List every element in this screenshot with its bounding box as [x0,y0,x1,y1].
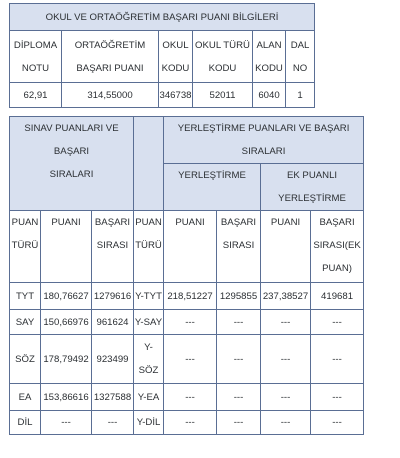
placement-score-cell: --- [164,411,217,435]
col-header-placement-type: PUAN TÜRÜ [134,211,164,283]
exam-scores-group-header: SINAV PUANLARI VE BAŞARI SIRALARI [10,117,134,211]
col-header-placement-score: PUANI [164,211,217,283]
placement-rank-cell: --- [217,335,261,384]
score-cell: 150,66976 [41,310,92,335]
score-type-cell: TYT [10,283,41,310]
bonus-rank-cell: 419681 [311,283,364,310]
table-row [10,310,364,335]
success-score-value: 314,55000 [62,83,159,108]
col-header-score-type: PUAN TÜRÜ [10,211,41,283]
empty-header-cell [134,117,164,211]
score-cell: 178,79492 [41,335,92,384]
score-cell: 180,76627 [41,283,92,310]
bonus-score-cell: --- [261,411,311,435]
header-school-type-code: OKUL TÜRÜ KODU [193,31,253,83]
placement-score-cell: --- [164,335,217,384]
diploma-value: 62,91 [10,83,62,108]
score-cell: --- [41,411,92,435]
score-cell: 153,86616 [41,384,92,411]
school-table-data-row [10,83,315,108]
placement-type-cell: Y- SÖZ [134,335,164,384]
area-code-value: 6040 [253,83,286,108]
rank-cell: 1327588 [92,384,134,411]
placement-scores-group-header: YERLEŞTİRME PUANLARI VE BAŞARI SIRALARI [164,117,364,164]
placement-rank-cell: --- [217,411,261,435]
header-branch-no: DAL NO [286,31,315,83]
score-type-cell: SAY [10,310,41,335]
score-type-cell: DİL [10,411,41,435]
col-header-bonus-score: PUANI [261,211,311,283]
rank-cell: 1279616 [92,283,134,310]
bonus-score-cell: --- [261,335,311,384]
column-header-row [10,211,364,283]
placement-score-cell: --- [164,310,217,335]
school-code-value: 346738 [159,83,193,108]
header-area-code: ALAN KODU [253,31,286,83]
col-header-bonus-rank: BAŞARI SIRASI(EK PUAN) [311,211,364,283]
placement-type-cell: Y-EA [134,384,164,411]
school-score-table [9,3,315,108]
score-type-cell: SÖZ [10,335,41,384]
placement-score-cell: --- [164,384,217,411]
placement-type-cell: Y-DİL [134,411,164,435]
col-header-rank: BAŞARI SIRASI [92,211,134,283]
placement-rank-cell: --- [217,310,261,335]
header-success-score: ORTAÖĞRETİM BAŞARI PUANI [62,31,159,83]
rank-cell: --- [92,411,134,435]
placement-score-cell: 218,51227 [164,283,217,310]
bonus-rank-cell: --- [311,411,364,435]
placement-type-cell: Y-TYT [134,283,164,310]
school-table-header-row [10,31,315,83]
score-type-cell: EA [10,384,41,411]
bonus-placement-subheader: EK PUANLI YERLEŞTİRME [261,164,364,211]
school-type-code-value: 52011 [193,83,253,108]
exam-score-table [9,116,364,435]
placement-rank-cell: --- [217,384,261,411]
placement-subheader: YERLEŞTİRME [164,164,261,211]
col-header-score: PUANI [41,211,92,283]
col-header-placement-rank: BAŞARI SIRASI [217,211,261,283]
bonus-rank-cell: --- [311,310,364,335]
bonus-rank-cell: --- [311,335,364,384]
rank-cell: 961624 [92,310,134,335]
bonus-score-cell: --- [261,310,311,335]
table-row [10,384,364,411]
table-row [10,283,364,310]
school-table-title: OKUL VE ORTAÖĞRETİM BAŞARI PUANI BİLGİLERİ [10,4,315,31]
bonus-score-cell: 237,38527 [261,283,311,310]
table-row [10,335,364,384]
header-school-code: OKUL KODU [159,31,193,83]
header-diploma: DİPLOMA NOTU [10,31,62,83]
placement-rank-cell: 1295855 [217,283,261,310]
branch-no-value: 1 [286,83,315,108]
bonus-rank-cell: --- [311,384,364,411]
bonus-score-cell: --- [261,384,311,411]
placement-type-cell: Y-SAY [134,310,164,335]
rank-cell: 923499 [92,335,134,384]
table-row [10,411,364,435]
